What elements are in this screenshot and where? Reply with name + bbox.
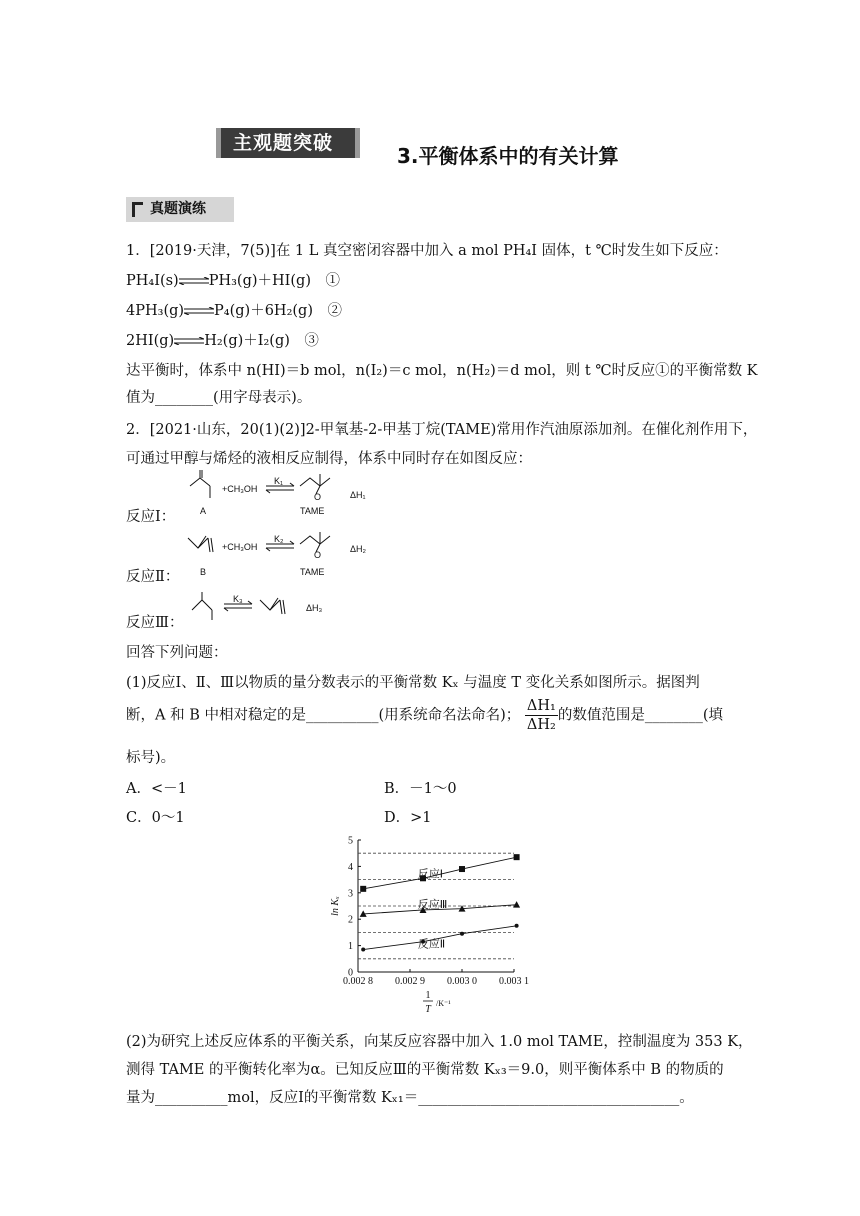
- series-label: 反应Ⅰ: [417, 868, 444, 881]
- option-c: C．0～1: [126, 810, 185, 826]
- x-tick-label: 0.002 9: [395, 976, 425, 987]
- data-point-square: [459, 866, 465, 872]
- y-tick-label: 3: [348, 888, 353, 900]
- k1-label: K₁: [274, 476, 284, 486]
- rxn3-label: 反应Ⅲ：: [126, 615, 184, 631]
- fraction-denominator: ΔH₂: [526, 717, 556, 733]
- x-label-unit: /K⁻¹: [436, 999, 451, 1008]
- option-a: A．<－1: [126, 781, 187, 797]
- data-point-square: [514, 854, 520, 860]
- series-label: 反应Ⅱ: [417, 938, 446, 951]
- x-tick-label: 0.003 0: [447, 976, 477, 987]
- y-tick-label: 4: [348, 861, 353, 873]
- q1-reaction-1: [126, 269, 340, 290]
- fraction-numerator: ΔH₁: [526, 698, 556, 714]
- lnkx-chart: [328, 832, 542, 1016]
- y-tick-label: 2: [348, 914, 353, 926]
- oxygen-label: O: [314, 492, 322, 502]
- molecule-b-label: B: [200, 567, 207, 577]
- q1-line-b: 值为________(用字母表示)。: [126, 390, 312, 406]
- reaction-right: P₄(g)＋6H₂(g) ②: [214, 303, 342, 319]
- q2-part2-a: (2)为研究上述反应体系的平衡关系，向某反应容器中加入 1.0 mol TAME，控制温度为 353 K，: [126, 1034, 753, 1050]
- y-tick-label: 1: [348, 941, 353, 953]
- rxn1-label: 反应Ⅰ：: [126, 509, 176, 525]
- dh1-label: ΔH₁: [350, 490, 366, 500]
- page-title: 3.平衡体系中的有关计算: [397, 144, 619, 168]
- q2-part2-b: 测得 TAME 的平衡转化率为α。已知反应Ⅲ的平衡常数 Kₓ₃＝9.0，则平衡体系中 B 的物质的: [126, 1062, 724, 1078]
- reaction-left: PH₄I(s): [126, 273, 179, 289]
- data-point-circle: [460, 932, 464, 936]
- x-label-denominator: T: [425, 1004, 431, 1015]
- data-point-circle: [515, 924, 519, 928]
- part1-text: 断，A 和 B 中相对稳定的是__________(用系统命名法命名)；: [126, 707, 521, 724]
- y-axis-label: ln Kₓ: [330, 896, 341, 916]
- y-tick-label: 5: [348, 835, 353, 847]
- tame-molecule-icon: [300, 474, 330, 494]
- q1-intro: 1．[2019·天津，7(5)]在 1 L 真空密闭容器中加入 a mol PH₄I 固体，t ℃时发生如下反应：: [126, 243, 728, 259]
- q2-part1-a: (1)反应Ⅰ、Ⅱ、Ⅲ以物质的量分数表示的平衡常数 Kₓ 与温度 T 变化关系如图所示。据图判: [126, 675, 700, 691]
- q1-reaction-3: [126, 329, 319, 350]
- dh2-label: ΔH₂: [350, 544, 367, 554]
- dh-ratio-fraction: [525, 697, 558, 734]
- equilibrium-arrow-icon: [174, 337, 204, 345]
- q2-part1-b: [126, 697, 723, 734]
- tame-molecule-icon: [300, 532, 330, 552]
- molecule-a-icon: [192, 592, 212, 620]
- y-tick-label: 0: [348, 967, 353, 979]
- data-point-square: [360, 886, 366, 892]
- q1-line-a: 达平衡时，体系中 n(HI)＝b mol，n(I₂)＝c mol，n(H₂)＝d mol，则 t ℃时反应①的平衡常数 K: [126, 363, 758, 379]
- q2-intro-a: 2．[2021·山东，20(1)(2)]2-甲氧基-2-甲基丁烷(TAME)常用作汽油原添加剂。在催化剂作用下，: [126, 422, 758, 438]
- equilibrium-arrow-icon: [179, 277, 209, 285]
- molecule-a-icon: [190, 470, 210, 498]
- series-label: 反应Ⅲ: [417, 898, 448, 911]
- reaction-right: PH₃(g)＋HI(g) ①: [208, 273, 340, 289]
- molecule-b-icon: [260, 598, 285, 614]
- molecule-b-icon: [188, 536, 213, 552]
- corner-mark-icon: [132, 202, 143, 217]
- x-label-numerator: 1: [425, 990, 431, 1001]
- x-tick-label: 0.002 8: [343, 976, 373, 987]
- reaction-right: H₂(g)＋I₂(g) ③: [204, 333, 319, 349]
- option-d: D．>1: [384, 810, 432, 826]
- q1-reaction-2: [126, 299, 342, 320]
- rxn2-label: 反应Ⅱ：: [126, 569, 180, 585]
- equilibrium-arrow-icon: [184, 307, 214, 315]
- k3-label: K₃: [233, 594, 243, 604]
- molecule-a-label: A: [200, 506, 207, 516]
- x-tick-label: 0.003 1: [499, 976, 529, 987]
- reagent-label: +CH₃OH: [222, 542, 258, 552]
- answer-prompt: 回答下列问题：: [126, 645, 228, 661]
- reagent-label: +CH₃OH: [222, 484, 258, 494]
- tame-label: TAME: [300, 506, 325, 516]
- q2-intro-b: 可通过甲醇与烯烃的液相反应制得，体系中同时存在如图反应：: [126, 451, 532, 467]
- part1-text-cont: 的数值范围是________(填: [557, 707, 723, 724]
- k2-label: K₂: [274, 534, 284, 544]
- oxygen-label: O: [314, 550, 322, 560]
- reaction-left: 2HI(g): [126, 333, 175, 349]
- q2-part1-c: 标号)。: [126, 750, 176, 766]
- dh3-label: ΔH₃: [306, 603, 323, 613]
- reaction-left: 4PH₃(g): [126, 303, 185, 319]
- tame-label: TAME: [300, 567, 325, 577]
- data-point-circle: [361, 948, 365, 952]
- q2-part2-c: 量为__________mol，反应Ⅰ的平衡常数 Kₓ₁＝____________________________________。: [126, 1090, 694, 1106]
- topic-badge: 主观题突破: [216, 128, 360, 158]
- section-label: 真题演练: [150, 201, 206, 217]
- section-tag: [126, 197, 234, 222]
- option-b: B．－1～0: [384, 781, 457, 797]
